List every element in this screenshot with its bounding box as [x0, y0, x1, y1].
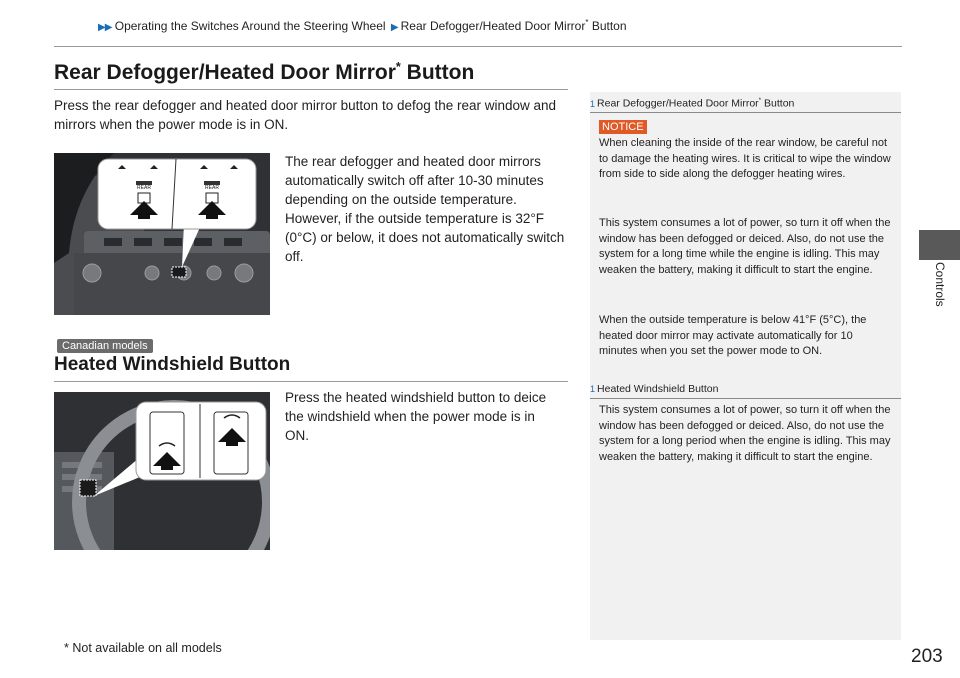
breadcrumb-section: Operating the Switches Around the Steering Wheel [114, 19, 386, 33]
chapter-label: Controls [933, 262, 947, 307]
section-title-rule [54, 89, 568, 90]
section-intro: Press the rear defogger and heated door mirror button to defog the rear window and mirrors when the power mode is in ON. [54, 98, 557, 132]
note1-notice-text: When cleaning the inside of the rear window, be careful not to damage the heating wires. It is critical to wipe the window from side to side along the defogger heating wires. [599, 137, 891, 180]
section-title-suffix: Button [400, 61, 475, 84]
breadcrumb [98, 18, 627, 33]
defogger-description: The rear defogger and heated door mirrors automatically switch off after 10-30 minutes depending on the outside temperature. However, if the outside temperature is 32°F (0°C) or below, it does not automatically switch off. [285, 154, 565, 264]
defogger-button-illustration [54, 153, 270, 315]
note-marker-icon: 1 [590, 98, 596, 109]
note2-title [590, 383, 718, 395]
rear-button-label: REAR [137, 185, 151, 191]
footnote: * Not available on all models [64, 641, 222, 655]
note1-title [590, 97, 794, 110]
breadcrumb-arrow-icon: ▶▶ [98, 22, 112, 33]
section-title-star: * [395, 60, 401, 74]
note2-text: This system consumes a lot of power, so turn it off when the window has been defogged or deiced. Also, do not use the system for a long period when the engine is idling. This may weaken the battery, making it difficult to start the engine. [599, 404, 891, 463]
note2-rule [590, 398, 901, 399]
note1-power-text: This system consumes a lot of power, so turn it off when the window has been defogged or deiced. Also, do not use the system for a long time while the engine is idling. This may weaken the battery, making it difficult to start the engine. [599, 217, 891, 276]
note1-rule [590, 112, 901, 113]
note1-title-star: * [758, 97, 762, 104]
subsection-title-rule [54, 381, 568, 382]
breadcrumb-star: * [585, 18, 589, 27]
page-number: 203 [911, 646, 943, 667]
note2-title-text: Heated Windshield Button [597, 383, 719, 395]
header-rule [54, 46, 902, 47]
section-title-text: Rear Defogger/Heated Door Mirror [54, 61, 396, 84]
heated-windshield-illustration [54, 392, 270, 550]
note-marker-icon: 1 [590, 384, 596, 394]
windshield-description: Press the heated windshield button to deice the windshield when the power mode is in ON. [285, 390, 547, 443]
note1-title-suffix: Button [761, 97, 795, 110]
chapter-tab [919, 230, 960, 260]
subsection-title: Heated Windshield Button [54, 354, 291, 375]
section-title [54, 60, 474, 85]
breadcrumb-page: Rear Defogger/Heated Door Mirror [400, 19, 586, 33]
breadcrumb-page-suffix: Button [588, 19, 627, 33]
note1-temperature-text: When the outside temperature is below 41°F (5°C), the heated door mirror may activate automatically for 10 minutes when you set the power mode to ON. [599, 314, 867, 357]
note1-title-text: Rear Defogger/Heated Door Mirror [597, 97, 759, 110]
breadcrumb-arrow-icon: ▶ [390, 22, 399, 33]
rear-mirror-button-label: REAR [205, 185, 219, 191]
region-badge: Canadian models [57, 339, 153, 353]
notice-badge: NOTICE [599, 120, 647, 134]
